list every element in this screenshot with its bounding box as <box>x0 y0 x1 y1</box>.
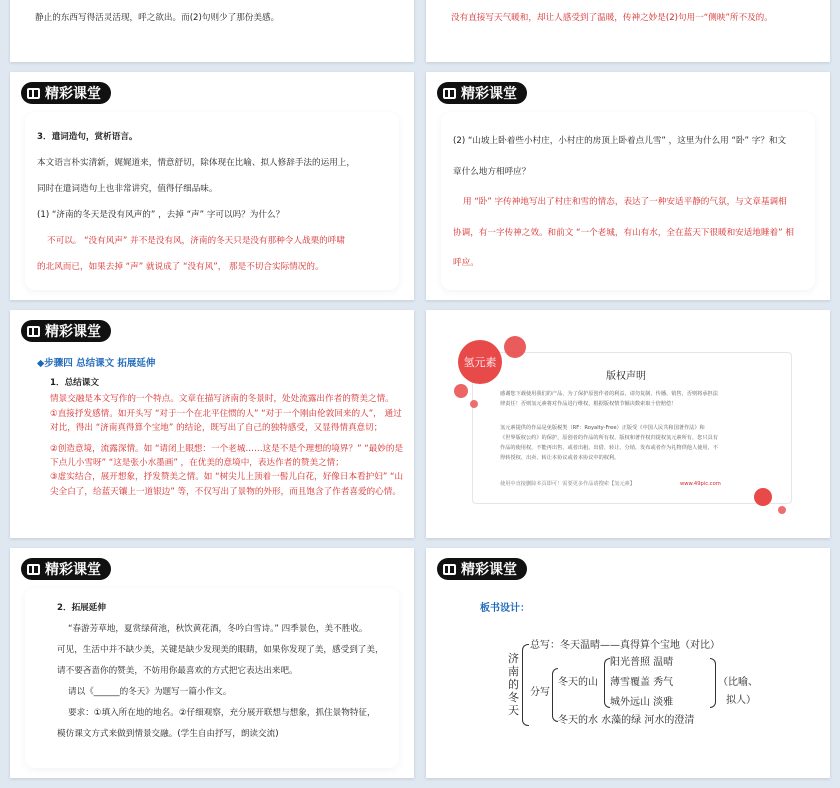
text-line: 可见，生活中并不缺少美，关键是缺少发现美的眼睛，如果你发现了美，感受到了美， <box>57 645 384 655</box>
board-title: 板书设计： <box>480 603 530 614</box>
slide-7 <box>10 548 414 778</box>
slide-top-right <box>426 0 830 62</box>
outer-bracket <box>522 644 529 726</box>
answer-line: 协调，有一字传神之效。和前文 “一个老城，有山有水，全在蓝天下很暖和安适地睡着” 相 <box>453 228 794 238</box>
answer-line: 呼应。 <box>453 258 479 268</box>
text-line: 请以《______的冬天》为题写一篇小作文。 <box>68 687 232 697</box>
rhetoric-note: （比喻、 <box>718 677 758 688</box>
text-line: 下点儿小雪呀” “这是张小水墨画” ，在优美的意境中，表达作者的赞美之情； <box>50 458 344 468</box>
subheading: 1．总结课文 <box>50 378 99 388</box>
answer-line: 用 “卧” 字传神地写出了村庄和雪的情态，表达了一种安适平静的气氛，与文章基调相 <box>463 197 787 207</box>
heading: 3．遣词造句，赏析语言。 <box>37 132 138 142</box>
slide-top-left <box>10 0 414 62</box>
question-line: (2) “山坡上卧着些小村庄，小村庄的房顶上卧着点儿雪” ，这里为什么用 “卧” 字？和文 <box>453 136 787 146</box>
text-line: 律责任！否则氢元素将对作品进行维权，根据版权情节额决数索取十倍赔偿！ <box>500 401 677 407</box>
text-line: 同时在遣词造句上也非常讲究，值得仔细品味。 <box>37 184 218 194</box>
question: (1) “济南的冬天是没有风声的” ，去掉 “声” 字可以吗？为什么？ <box>37 210 285 220</box>
text-line: 请不要吝啬你的赞美，不妨用你最喜欢的方式把它表达出来吧。 <box>57 666 298 676</box>
book-icon <box>443 564 456 575</box>
mountain-item: 薄雪覆盖 秀气 <box>610 677 674 688</box>
fenxie-label: 分写 <box>530 687 550 698</box>
mountain-label: 冬天的山 <box>558 677 598 688</box>
text-line: 尖全白了，给蓝天镶上一道银边” 等，不仅写出了景物的外形，而且饱含了作者喜爱的心情。 <box>50 487 401 497</box>
footer-note: 使用中直接删除本页即可！需要更多作品请搜索【氢元素】 <box>500 481 635 487</box>
text-line: 要求：①填入所在地的地名。②仔细观察，充分展开联想与想象，抓住景物特征， <box>68 708 376 718</box>
book-icon <box>27 88 40 99</box>
text-line: 得转授权、出卖、转让本协议或者本协议中的权利。 <box>500 455 620 461</box>
text-line: 《世界版权公约》的保护，原创者的作品的所有权、版权和著作权归提权氢元素所有，您只具有 <box>500 435 718 441</box>
mountain-item: 阳光普照 温晴 <box>610 657 674 668</box>
decor-circle <box>504 336 526 358</box>
text-line: ②创造意境，流露深情。如 “请闭上眼想：一个老城……这是不是个理想的境界？” “最妙的是 <box>50 444 404 454</box>
text-line: 没有直接写天气暖和，却让人感受到了温暖，传神之妙是(2)句用一“侧映”所不及的。 <box>451 13 773 23</box>
step-heading: ◆步骤四 总结课文 拓展延伸 <box>37 358 156 369</box>
vertical-title: 济南的冬天 <box>508 652 519 717</box>
text-line: ①直接抒发感情。如开头写 “对于一个在北平住惯的人” “对于一个刚由伦敦回来的人”， 通过 <box>50 409 402 419</box>
slide-5 <box>10 310 414 538</box>
subheading: 2．拓展延伸 <box>57 603 106 613</box>
footer-url[interactable]: www.49pic.com <box>680 481 721 487</box>
question-line: 章什么地方相呼应？ <box>453 167 531 177</box>
text-line: 氢元素提供的作品是免版税类（RF：Royalty-Free）正版受《中国人民共和国著作法》和 <box>500 425 705 431</box>
mountain-right-bracket <box>710 658 716 708</box>
text-line: 感谢您下载使用我们的产品，为了保护原创作者的利益，请勿复制、传播、销售，否则将承担法 <box>500 391 718 397</box>
mountain-item: 城外远山 淡雅 <box>610 697 674 708</box>
decor-circle <box>454 384 468 398</box>
section-badge: 精彩课堂 <box>437 558 527 580</box>
text-line: 情景交融是本文写作的一个特点。文章在描写济南的冬景时，处处流露出作者的赞美之情。 <box>50 394 394 404</box>
rhetoric-note: 拟人） <box>726 695 756 706</box>
slide-6 <box>426 310 830 538</box>
answer-line: 的北风而已，如果去掉 “声” 就说成了 “没有风”， 那是不切合实际情况的。 <box>37 262 324 272</box>
text-line: 本文语言朴实清新，娓娓道来，情意舒切，除体现在比喻、拟人修辞手法的运用上， <box>37 158 355 168</box>
copyright-title: 版权声明 <box>606 371 646 382</box>
section-badge: 精彩课堂 <box>437 82 527 104</box>
section-badge: 精彩课堂 <box>21 320 111 342</box>
text-line: “春游芳草地，夏赏绿荷池，秋饮黄花酒，冬吟白雪诗。” 四季景色，美不胜收。 <box>68 624 368 634</box>
text-line: 作品的使用权，不能再出售、或者出租、出借、转让、分销、发布或者作为礼物供他人使用，不 <box>500 445 718 451</box>
book-icon <box>443 88 456 99</box>
content-card <box>25 588 399 768</box>
slide-3 <box>10 72 414 300</box>
summary-line: 总写：冬天温晴——真得算个宝地（对比） <box>530 640 720 651</box>
book-icon <box>27 564 40 575</box>
slide-8 <box>426 548 830 778</box>
decor-circle <box>470 400 478 408</box>
water-line: 冬天的水 水藻的绿 河水的澄清 <box>558 715 695 726</box>
answer-line: 不可以。 “没有风声” 并不是没有风，济南的冬天只是没有那种令人战栗的呼啸 <box>47 236 345 246</box>
text-line: 静止的东西写得活灵活现，呼之欲出。而(2)句则少了那份美感。 <box>35 13 280 23</box>
text-line: 模仿课文方式来做到情景交融。(学生自由抒写，朗读交流) <box>57 729 279 739</box>
section-badge: 精彩课堂 <box>21 82 111 104</box>
logo-circle: 氢元素 <box>458 340 502 384</box>
section-badge: 精彩课堂 <box>21 558 111 580</box>
book-icon <box>27 326 40 337</box>
text-line: 对比，得出 “济南真得算个宝地” 的结论，既写出了自己的独特感受，又显得情真意切； <box>50 423 383 433</box>
decor-circle <box>754 488 772 506</box>
text-line: ③虚实结合，展开想象，抒发赞美之情。如 “树尖儿上顶着一髻儿白花，好像日本看护妇” “山 <box>50 472 404 482</box>
slide-4 <box>426 72 830 300</box>
decor-circle <box>778 506 786 514</box>
